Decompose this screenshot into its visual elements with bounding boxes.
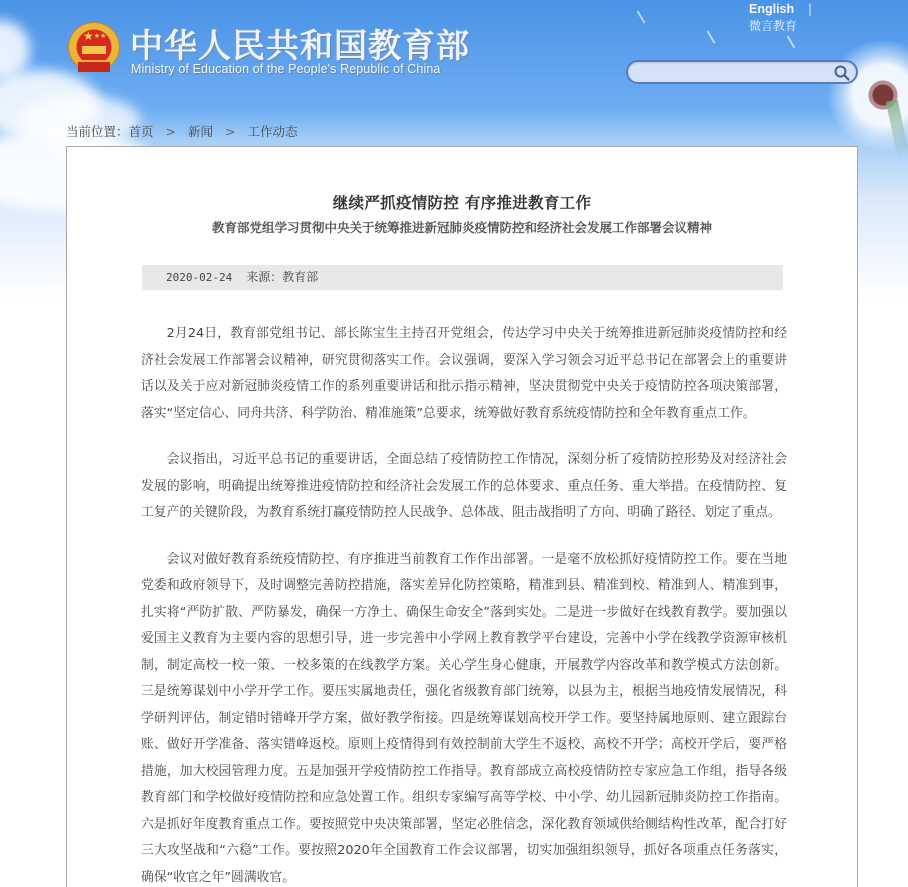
- emblem-stars-icon: ★★★: [83, 29, 107, 43]
- dandelion-seed-decoration: [787, 35, 796, 48]
- breadcrumb-separator: >: [225, 124, 236, 139]
- search-icon[interactable]: [833, 64, 851, 82]
- source-label: 来源：: [246, 270, 283, 284]
- search-input[interactable]: [638, 64, 828, 80]
- publish-date: 2020-02-24: [166, 271, 233, 284]
- breadcrumb-home-link[interactable]: 首页: [128, 124, 154, 139]
- source-value: 教育部: [282, 270, 319, 284]
- article-paragraph: 会议指出，习近平总书记的重要讲话，全面总结了疫情防控工作情况，深刻分析了疫情防控形势及对经济社会发展的影响，明确提出统筹推进疫情防控和经济社会发展工作的总体要求、重点任务、重大举措。在疫情防控、复工复产的关键阶段，为教育系统打赢疫情防控人民战争、总体战、阻击战指明了方向、明确了路径、划定了重点。: [141, 452, 787, 520]
- search-box: [626, 60, 858, 84]
- english-link[interactable]: English: [749, 2, 795, 16]
- weiyan-education-link[interactable]: 微言教育: [749, 19, 798, 33]
- article-paragraph: 2月24日，教育部党组书记、部长陈宝生主持召开党组会，传达学习中央关于统筹推进新冠肺炎疫情防控和经济社会发展工作部署会议精神，研究贯彻落实工作。会议强调，要深入学习领会习近平总书记在部署会上的重要讲话以及关于应对新冠肺炎疫情工作的系列重要讲话和批示指示精神，坚决贯彻党中央关于疫情防控各项决策部署，落实“坚定信心、同舟共济、科学防治、精准施策”总要求，统筹做好教育系统疫情防控和全年教育重点工作。: [141, 326, 787, 421]
- emblem-gate-icon: [82, 46, 106, 54]
- article-subtitle: 教育部党组学习贯彻中央关于统筹推进新冠肺炎疫情防控和经济社会发展工作部署会议精神: [211, 220, 712, 235]
- breadcrumb-separator: >: [165, 124, 177, 139]
- emblem-ribbon: [78, 60, 110, 72]
- dandelion-seed-decoration: [637, 10, 646, 23]
- article-container: [66, 146, 858, 887]
- national-emblem-logo[interactable]: [68, 22, 120, 76]
- article-meta-bar: [142, 265, 783, 290]
- breadcrumb-news-link[interactable]: 新闻: [188, 124, 214, 139]
- breadcrumb-label: 当前位置：: [66, 124, 129, 139]
- article-title: 继续严抓疫情防控 有序推进教育工作: [332, 194, 592, 212]
- site-subtitle: Ministry of Education of the People's Republic of China: [131, 62, 441, 76]
- article-paragraph: 会议对做好教育系统疫情防控、有序推进当前教育工作作出部署。一是毫不放松抓好疫情防控工作。要在当地党委和政府领导下，及时调整完善防控措施，落实差异化防控策略，精准到县、精准到校、精准到人、精准到事，扎实将“严防扩散、严防暴发，确保一方净土、确保生命安全”落到实处。二是进一步做好在线教育教学。要加强以爱国主义教育为主要内容的思想引导，进一步完善中小学网上教育教学平台建设，完善中小学在线教学资源审核机制，制定高校一校一策、一校多策的在线教学方案。关心学生身心健康，开展教学内容改革和教学模式方法创新。三是统筹谋划中小学开学工作。要压实属地责任，强化省级教育部门统筹，以县为主，根据当地疫情发展情况，科学研判评估，制定错时错峰开学方案，做好教学衔接。四是统筹谋划高校开学工作。要坚持属地原则、建立跟踪台账、做好开学准备、落实错峰返校。原则上疫情得到有效控制前大学生不返校、高校不开学；高校开学后，要严格措施，加大校园管理力度。五是加强开学疫情防控工作指导。教育部成立高校疫情防控专家应急工作组，指导各级教育部门和学校做好疫情防控和应急处置工作。组织专家编写高等学校、中小学、幼儿园新冠肺炎防控工作指南。六是抓好年度教育重点工作。要按照党中央决策部署，坚定必胜信念，深化教育领域供给侧结构性改革，配合打好三大攻坚战和“六稳”工作。要按照2020年全国教育工作会议部署，切实加强组织领导，抓好各项重点任务落实，确保“收官之年”圆满收官。: [141, 551, 787, 885]
- top-links: [749, 2, 812, 34]
- breadcrumb: [66, 122, 298, 140]
- breadcrumb-work-news-link[interactable]: 工作动态: [247, 124, 298, 139]
- article-body: [141, 321, 787, 887]
- link-separator: |: [807, 2, 813, 16]
- site-title[interactable]: 中华人民共和国教育部: [130, 26, 470, 65]
- dandelion-seed-decoration: [707, 30, 716, 43]
